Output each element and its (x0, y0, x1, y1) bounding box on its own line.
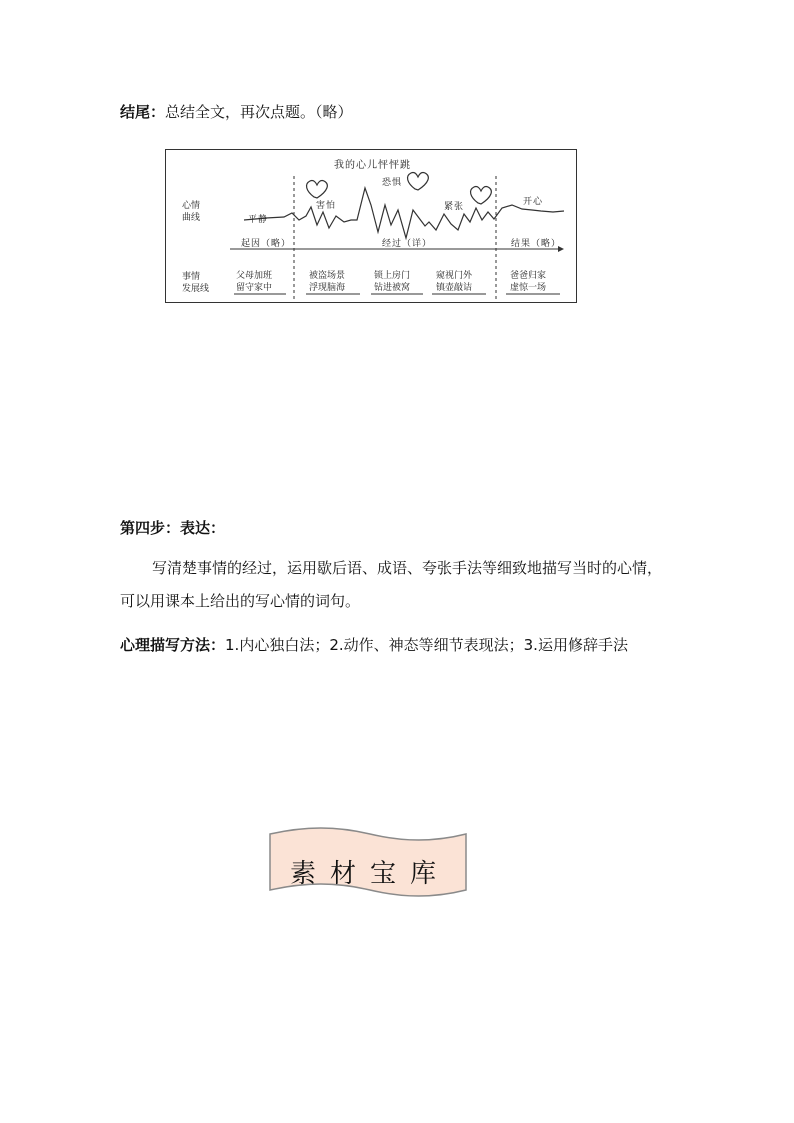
event-axis-label: 事情 发展线 (182, 272, 210, 294)
mood-happy: 开心 (523, 197, 544, 207)
diagram-title: 我的心儿怦怦跳 (334, 160, 411, 171)
heart-icon (408, 172, 429, 190)
mood-nervous: 紧张 (444, 202, 465, 212)
event-item: 父母加班 留守家中 (236, 271, 273, 293)
step4-paragraph-line2: 可以用课本上给出的写心情的词句。 (120, 592, 361, 610)
mood-calm: 平静 (248, 215, 269, 225)
ending-line (120, 101, 353, 122)
mood-afraid: 害怕 (316, 201, 337, 211)
event-item: 爸爸归家 虚惊一场 (510, 271, 547, 293)
phase-middle: 经过（详） (382, 239, 433, 249)
mood-terrified: 恐惧 (382, 178, 403, 188)
step4-paragraph-line1: 写清楚事情的经过，运用歇后语、成语、夸张手法等细致地描写当时的心情， (152, 559, 663, 577)
method-label: 心理描写方法： (120, 636, 226, 654)
method-text: 1.内心独白法；2.动作、神态等细节表现法；3.运用修辞手法 (225, 636, 628, 654)
banner-title: 素材宝库 (290, 859, 451, 889)
ending-label: 结尾： (120, 103, 166, 121)
method-line (120, 634, 628, 655)
mood-axis-label: 心情 曲线 (182, 201, 201, 223)
step4-heading: 第四步：表达： (120, 519, 226, 537)
event-item: 锁上房门 钻进被窝 (374, 271, 411, 293)
mood-curve-diagram (165, 149, 577, 303)
event-item: 被盗场景 浮现脑海 (309, 271, 346, 293)
ending-text: 总结全文，再次点题。（略） (165, 103, 353, 121)
phase-start: 起因（略） (241, 239, 292, 249)
heart-icon (471, 186, 492, 204)
mood-curve (244, 188, 564, 238)
heart-icon (307, 180, 328, 198)
event-item: 窥视门外 镇壶敲诘 (436, 271, 473, 293)
phase-end: 结果（略） (511, 239, 562, 249)
